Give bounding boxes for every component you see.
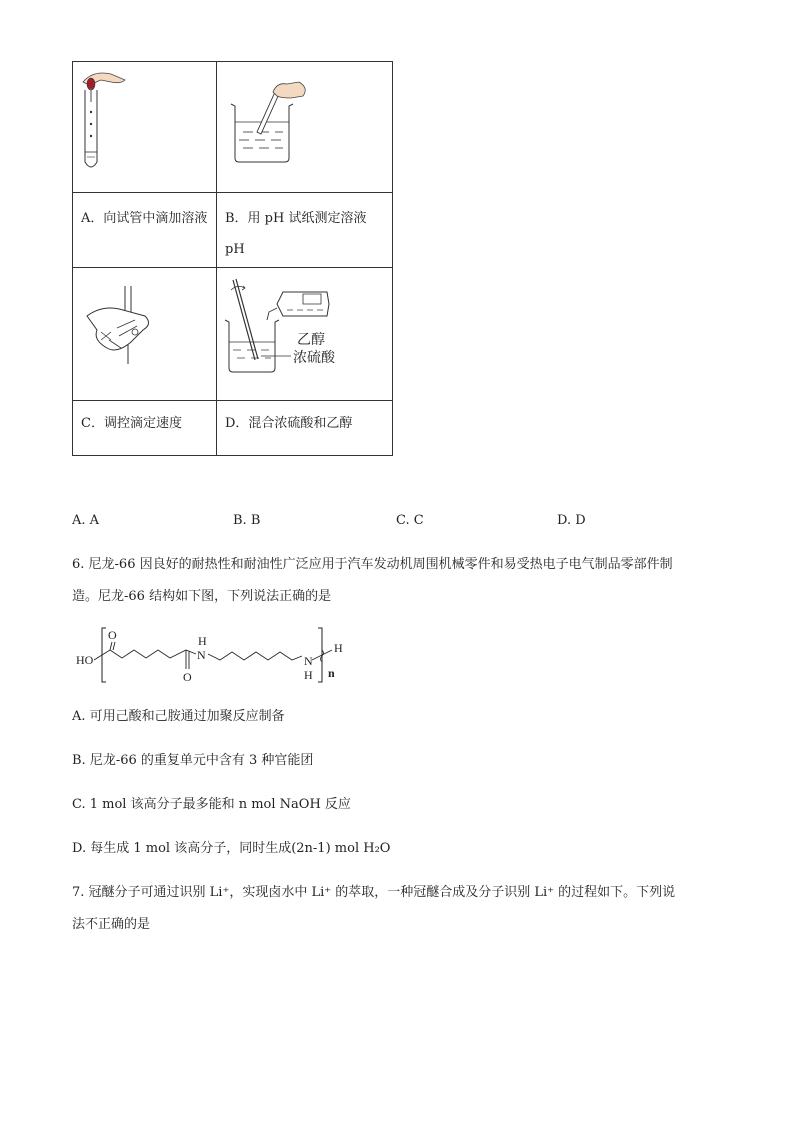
atom-n2: N [304, 654, 313, 668]
atom-h-bottom: H [304, 668, 313, 682]
figure-d-cell [217, 268, 393, 401]
nylon66-structure [70, 624, 370, 686]
q6-option-a[interactable]: A. 可用己酸和己胺通过加聚反应制备 [72, 709, 285, 724]
atom-h-end: H [334, 641, 343, 655]
label-sulfuric-acid: 浓硫酸 [293, 349, 335, 365]
figure-a-cell [73, 62, 217, 193]
q5-option-d[interactable]: D. D [557, 513, 586, 528]
ph-paper-beaker-figure [217, 62, 393, 188]
q5-option-c[interactable]: C. C [396, 513, 424, 528]
mixing-acid-ethanol-figure [217, 268, 393, 396]
q6-option-c[interactable]: C. 1 mol 该高分子最多能和 n mol NaOH 反应 [72, 797, 351, 812]
caption-c: C．调控滴定速度 [73, 401, 217, 456]
atom-o-top: O [108, 628, 117, 642]
q7-stem-line2: 法不正确的是 [72, 917, 151, 932]
figure-c-cell [73, 268, 217, 401]
atom-h-top: H [198, 634, 207, 648]
q5-option-b[interactable]: B. B [233, 513, 261, 528]
q6-option-b[interactable]: B. 尼龙-66 的重复单元中含有 3 种官能团 [72, 753, 314, 768]
q6-stem-line1: 6. 尼龙-66 因良好的耐热性和耐油性广泛应用于汽车发动机周围机械零件和易受热电子电气制品零部件制 [72, 557, 673, 572]
atom-n1: N [197, 648, 206, 662]
atom-ho: HO [76, 653, 94, 667]
q5-option-a[interactable]: A. A [72, 513, 100, 528]
caption-b: B．用 pH 试纸测定溶液 pH [217, 193, 393, 268]
atom-o-bottom: O [183, 670, 192, 684]
experiment-table [72, 61, 393, 456]
caption-a: A．向试管中滴加溶液 [73, 193, 217, 268]
q7-stem-line1: 7. 冠醚分子可通过识别 Li⁺，实现卤水中 Li⁺ 的萃取，一种冠醚合成及分子识别 Li⁺ 的过程如下。下列说 [72, 885, 676, 900]
repeat-subscript: n [328, 666, 335, 680]
burette-stopcock-figure [73, 268, 217, 396]
test-tube-dropper-figure [73, 62, 217, 188]
q6-option-d[interactable]: D. 每生成 1 mol 该高分子，同时生成(2n-1) mol H₂O [72, 841, 391, 856]
q6-stem-line2: 造。尼龙-66 结构如下图，下列说法正确的是 [72, 589, 332, 604]
caption-d: D．混合浓硫酸和乙醇 [217, 401, 393, 456]
label-ethanol: 乙醇 [297, 331, 325, 347]
figure-b-cell [217, 62, 393, 193]
